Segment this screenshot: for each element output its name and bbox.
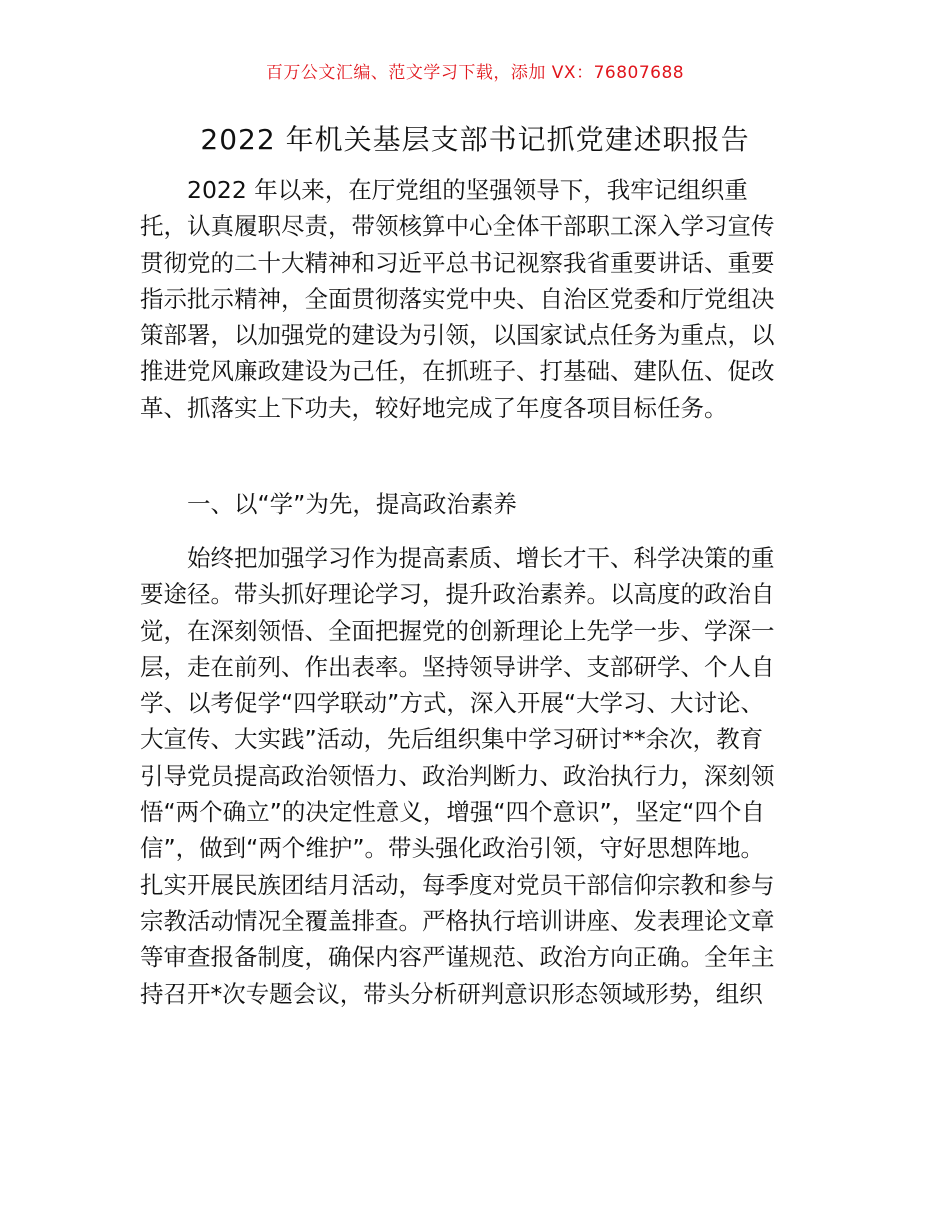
section-line: 宗教活动情况全覆盖排查。严格执行培训讲座、发表理论文章 [140,906,775,935]
section-heading [140,486,812,522]
intro-line: 托，认真履职尽责，带领核算中心全体干部职工深入学习宣传 [140,212,775,241]
document-title: 2022 年机关基层支部书记抓党建述职报告 [200,123,750,156]
intro-line: 革、抓落实上下功夫，较好地完成了年度各项目标任务。 [140,393,728,422]
section-line: 等审查报备制度，确保内容严谨规范、政治方向正确。全年主 [140,943,775,972]
section-heading-text: 一、以“学”为先，提高政治素养 [187,490,517,518]
intro-paragraph [140,172,812,426]
intro-line: 策部署，以加强党的建设为引领，以国家试点任务为重点，以 [140,321,775,350]
section-line: 持召开*次专题会议，带头分析研判意识形态领域形势，组织 [140,979,763,1008]
intro-line: 推进党风廉政建设为己任，在抓班子、打基础、建队伍、促改 [140,357,775,386]
section-line: 觉，在深刻领悟、全面把握党的创新理论上先学一步、学深一 [140,616,775,645]
intro-line: 贯彻党的二十大精神和习近平总书记视察我省重要讲话、重要 [140,248,775,277]
section-line: 要途径。带头抓好理论学习，提升政治素养。以高度的政治自 [140,580,775,609]
section-line: 大宣传、大实践”活动，先后组织集中学习研讨**余次，教育 [140,725,764,754]
section-line: 学、以考促学“四学联动”方式，深入开展“大学习、大讨论、 [140,689,765,718]
section-line: 信”，做到“两个维护”。带头强化政治引领，守好思想阵地。 [140,834,765,863]
promo-header: 百万公文汇编、范文学习下载，添加 VX：76807688 [265,63,685,83]
section-line: 扎实开展民族团结月活动，每季度对党员干部信仰宗教和参与 [140,870,775,899]
section-line: 引导党员提高政治领悟力、政治判断力、政治执行力，深刻领 [140,761,775,790]
section-paragraph [140,540,812,1012]
intro-line: 2022 年以来，在厅党组的坚强领导下，我牢记组织重 [187,176,748,204]
section-line: 层，走在前列、作出表率。坚持领导讲学、支部研学、个人自 [140,652,775,681]
intro-line: 指示批示精神，全面贯彻落实党中央、自治区党委和厅党组决 [140,284,775,313]
section-line: 悟“两个确立”的决定性意义，增强“四个意识”，坚定“四个自 [140,798,765,827]
section-line: 始终把加强学习作为提高素质、增长才干、科学决策的重 [187,544,775,572]
